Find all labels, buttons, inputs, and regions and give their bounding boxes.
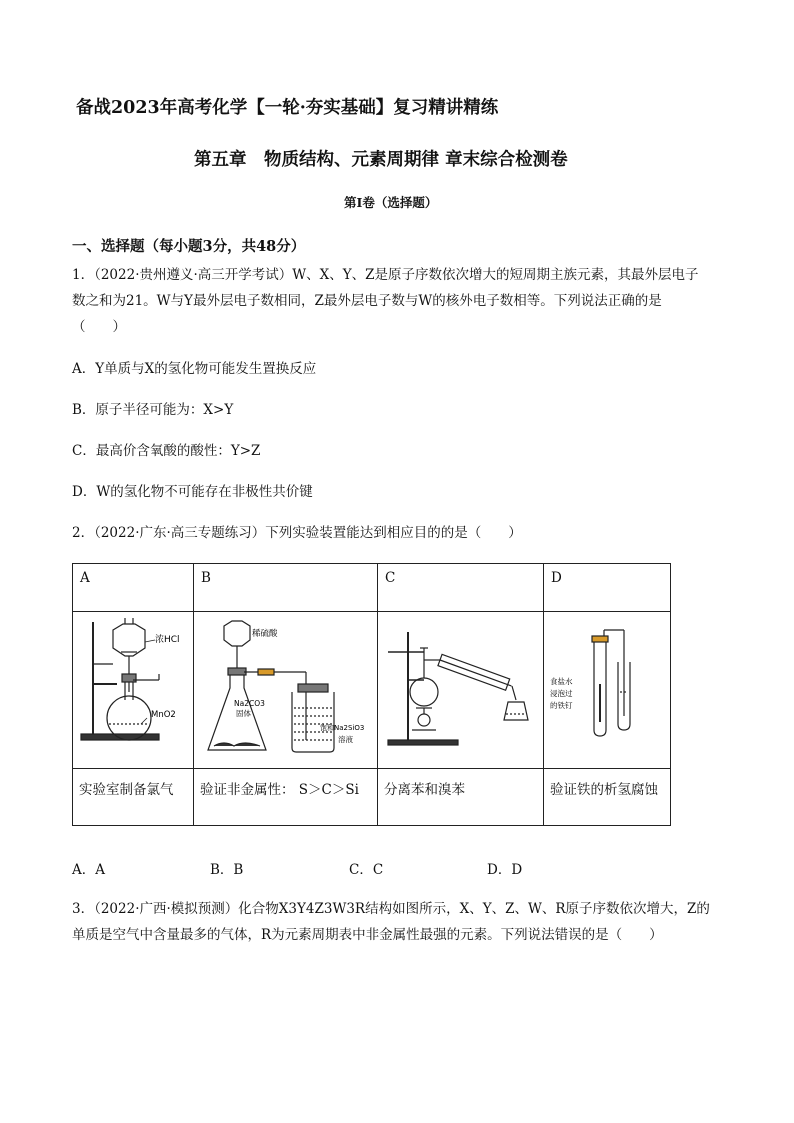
header-cell-b: B: [194, 564, 378, 612]
apparatus-a: [73, 612, 194, 769]
q2-answer-c: C．C: [349, 862, 384, 878]
d-label2: 浸泡过: [550, 689, 573, 698]
q1-option-d: D．W的氢化物不可能存在非极性共价键: [72, 484, 313, 500]
apparatus-b: [194, 612, 378, 769]
nonmetal-comparison-diagram: [194, 612, 377, 764]
chapter-title: 第五章 物质结构、元素周期律 章末综合检测卷: [194, 150, 568, 170]
q3-stem-line1: 3．（2022·广西·模拟预测）化合物X3Y4Z3W3R结构如图所示，X、Y、Z、W、R原子序数依次增大，Z的: [72, 901, 710, 917]
header-cell-d: D: [544, 564, 671, 612]
header-cell-c: C: [378, 564, 544, 612]
caption-cell-b: 验证非金属性： S＞C＞Si: [194, 769, 378, 826]
b-soln-label2: 溶液: [338, 735, 353, 744]
q2-stem: 2．（2022·广东·高三专题练习）下列实验装置能达到相应目的的是（ ）: [72, 525, 522, 541]
caption-cell-d: 验证铁的析氢腐蚀: [544, 769, 671, 826]
a-acid-label: 浓HCl: [155, 635, 180, 645]
q1-option-b: B．原子半径可能为：X>Y: [72, 402, 234, 418]
distillation-diagram: [378, 612, 543, 764]
q1-stem-line1: 1．（2022·贵州遵义·高三开学考试）W、X、Y、Z是原子序数依次增大的短周期主族元素，其最外层电子: [72, 267, 699, 283]
apparatus-c: [378, 612, 544, 769]
iron-corrosion-diagram: [544, 612, 670, 764]
q2-apparatus-table: [72, 563, 671, 826]
q1-stem-line2: 数之和为21。W与Y最外层电子数相同，Z最外层电子数与W的核外电子数相等。下列说法正确的是: [72, 293, 662, 309]
q2-answer-a: A．A: [72, 862, 105, 878]
q1-stem-line3: （ ）: [72, 319, 126, 335]
chlorine-generator-diagram: [73, 612, 193, 764]
section-heading: 一、选择题（每小题3分，共48分）: [72, 238, 306, 255]
a-solid-label: MnO2: [151, 710, 176, 720]
apparatus-d: [544, 612, 671, 769]
b-soln-label1: 饱和Na2SiO3: [320, 724, 365, 732]
b-solid-label2: 固体: [236, 709, 251, 718]
volume-title: 第Ⅰ卷（选择题）: [344, 195, 438, 210]
q2-answer-b: B．B: [210, 862, 244, 878]
q1-option-c: C．最高价含氧酸的酸性：Y>Z: [72, 443, 261, 459]
d-label3: 的铁钉: [550, 701, 573, 710]
q2-answer-d: D．D: [487, 862, 523, 878]
q3-stem-line2: 单质是空气中含量最多的气体，R为元素周期表中非金属性最强的元素。下列说法错误的是（ ）: [72, 927, 663, 943]
caption-cell-a: 实验室制备氯气: [73, 769, 194, 826]
document-title: 备战2023年高考化学【一轮·夯实基础】复习精讲精练: [76, 98, 499, 118]
header-cell-a: A: [73, 564, 194, 612]
b-acid-label: 稀硫酸: [252, 629, 278, 639]
d-label1: 食盐水: [550, 677, 573, 686]
b-solid-label1: Na2CO3: [234, 699, 265, 708]
caption-cell-c: 分离苯和溴苯: [378, 769, 544, 826]
q1-option-a: A．Y单质与X的氢化物可能发生置换反应: [72, 361, 317, 377]
